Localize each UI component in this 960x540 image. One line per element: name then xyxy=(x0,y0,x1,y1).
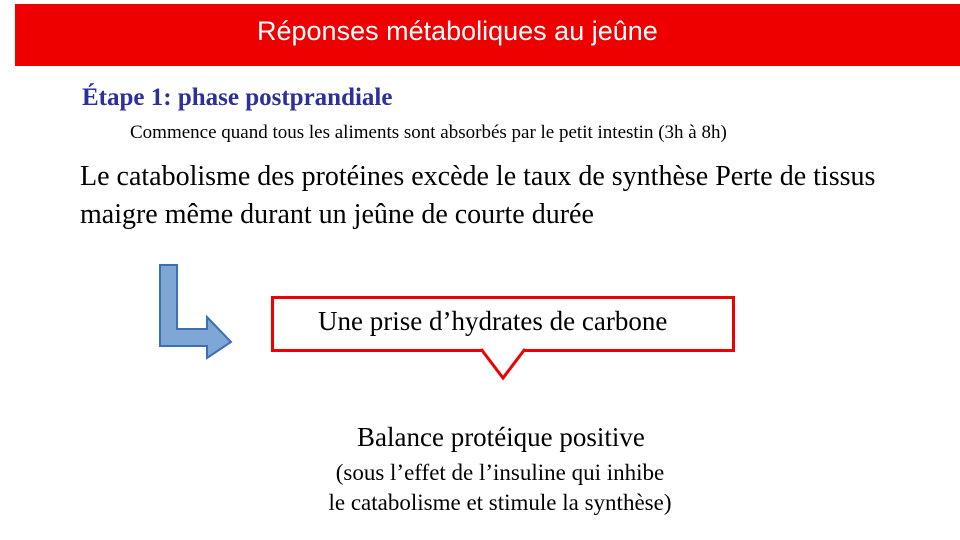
carbohydrate-intake-text: Une prise d’hydrates de carbone xyxy=(318,306,668,336)
insulin-note xyxy=(270,458,730,518)
step-heading: Étape 1: phase postprandiale xyxy=(82,84,393,111)
step-description: Commence quand tous les aliments sont absorbés par le petit intestin (3h à 8h) xyxy=(130,122,727,143)
insulin-note-line-1: (sous l’effet de l’insuline qui inhibe xyxy=(335,460,665,485)
insulin-note-line-2: le catabolisme et stimule la synthèse) xyxy=(328,490,672,515)
bent-arrow-icon xyxy=(155,262,235,362)
protein-balance-title: Balance protéique positive xyxy=(357,422,645,452)
title-bar xyxy=(15,4,960,66)
slide-title: Réponses métaboliques au jeûne xyxy=(257,16,658,46)
catabolism-statement: Le catabolisme des protéines excède le taux de synthèse Perte de tissus maigre même durant un jeûne de courte durée xyxy=(80,161,876,230)
callout-pointer-icon xyxy=(475,345,535,385)
